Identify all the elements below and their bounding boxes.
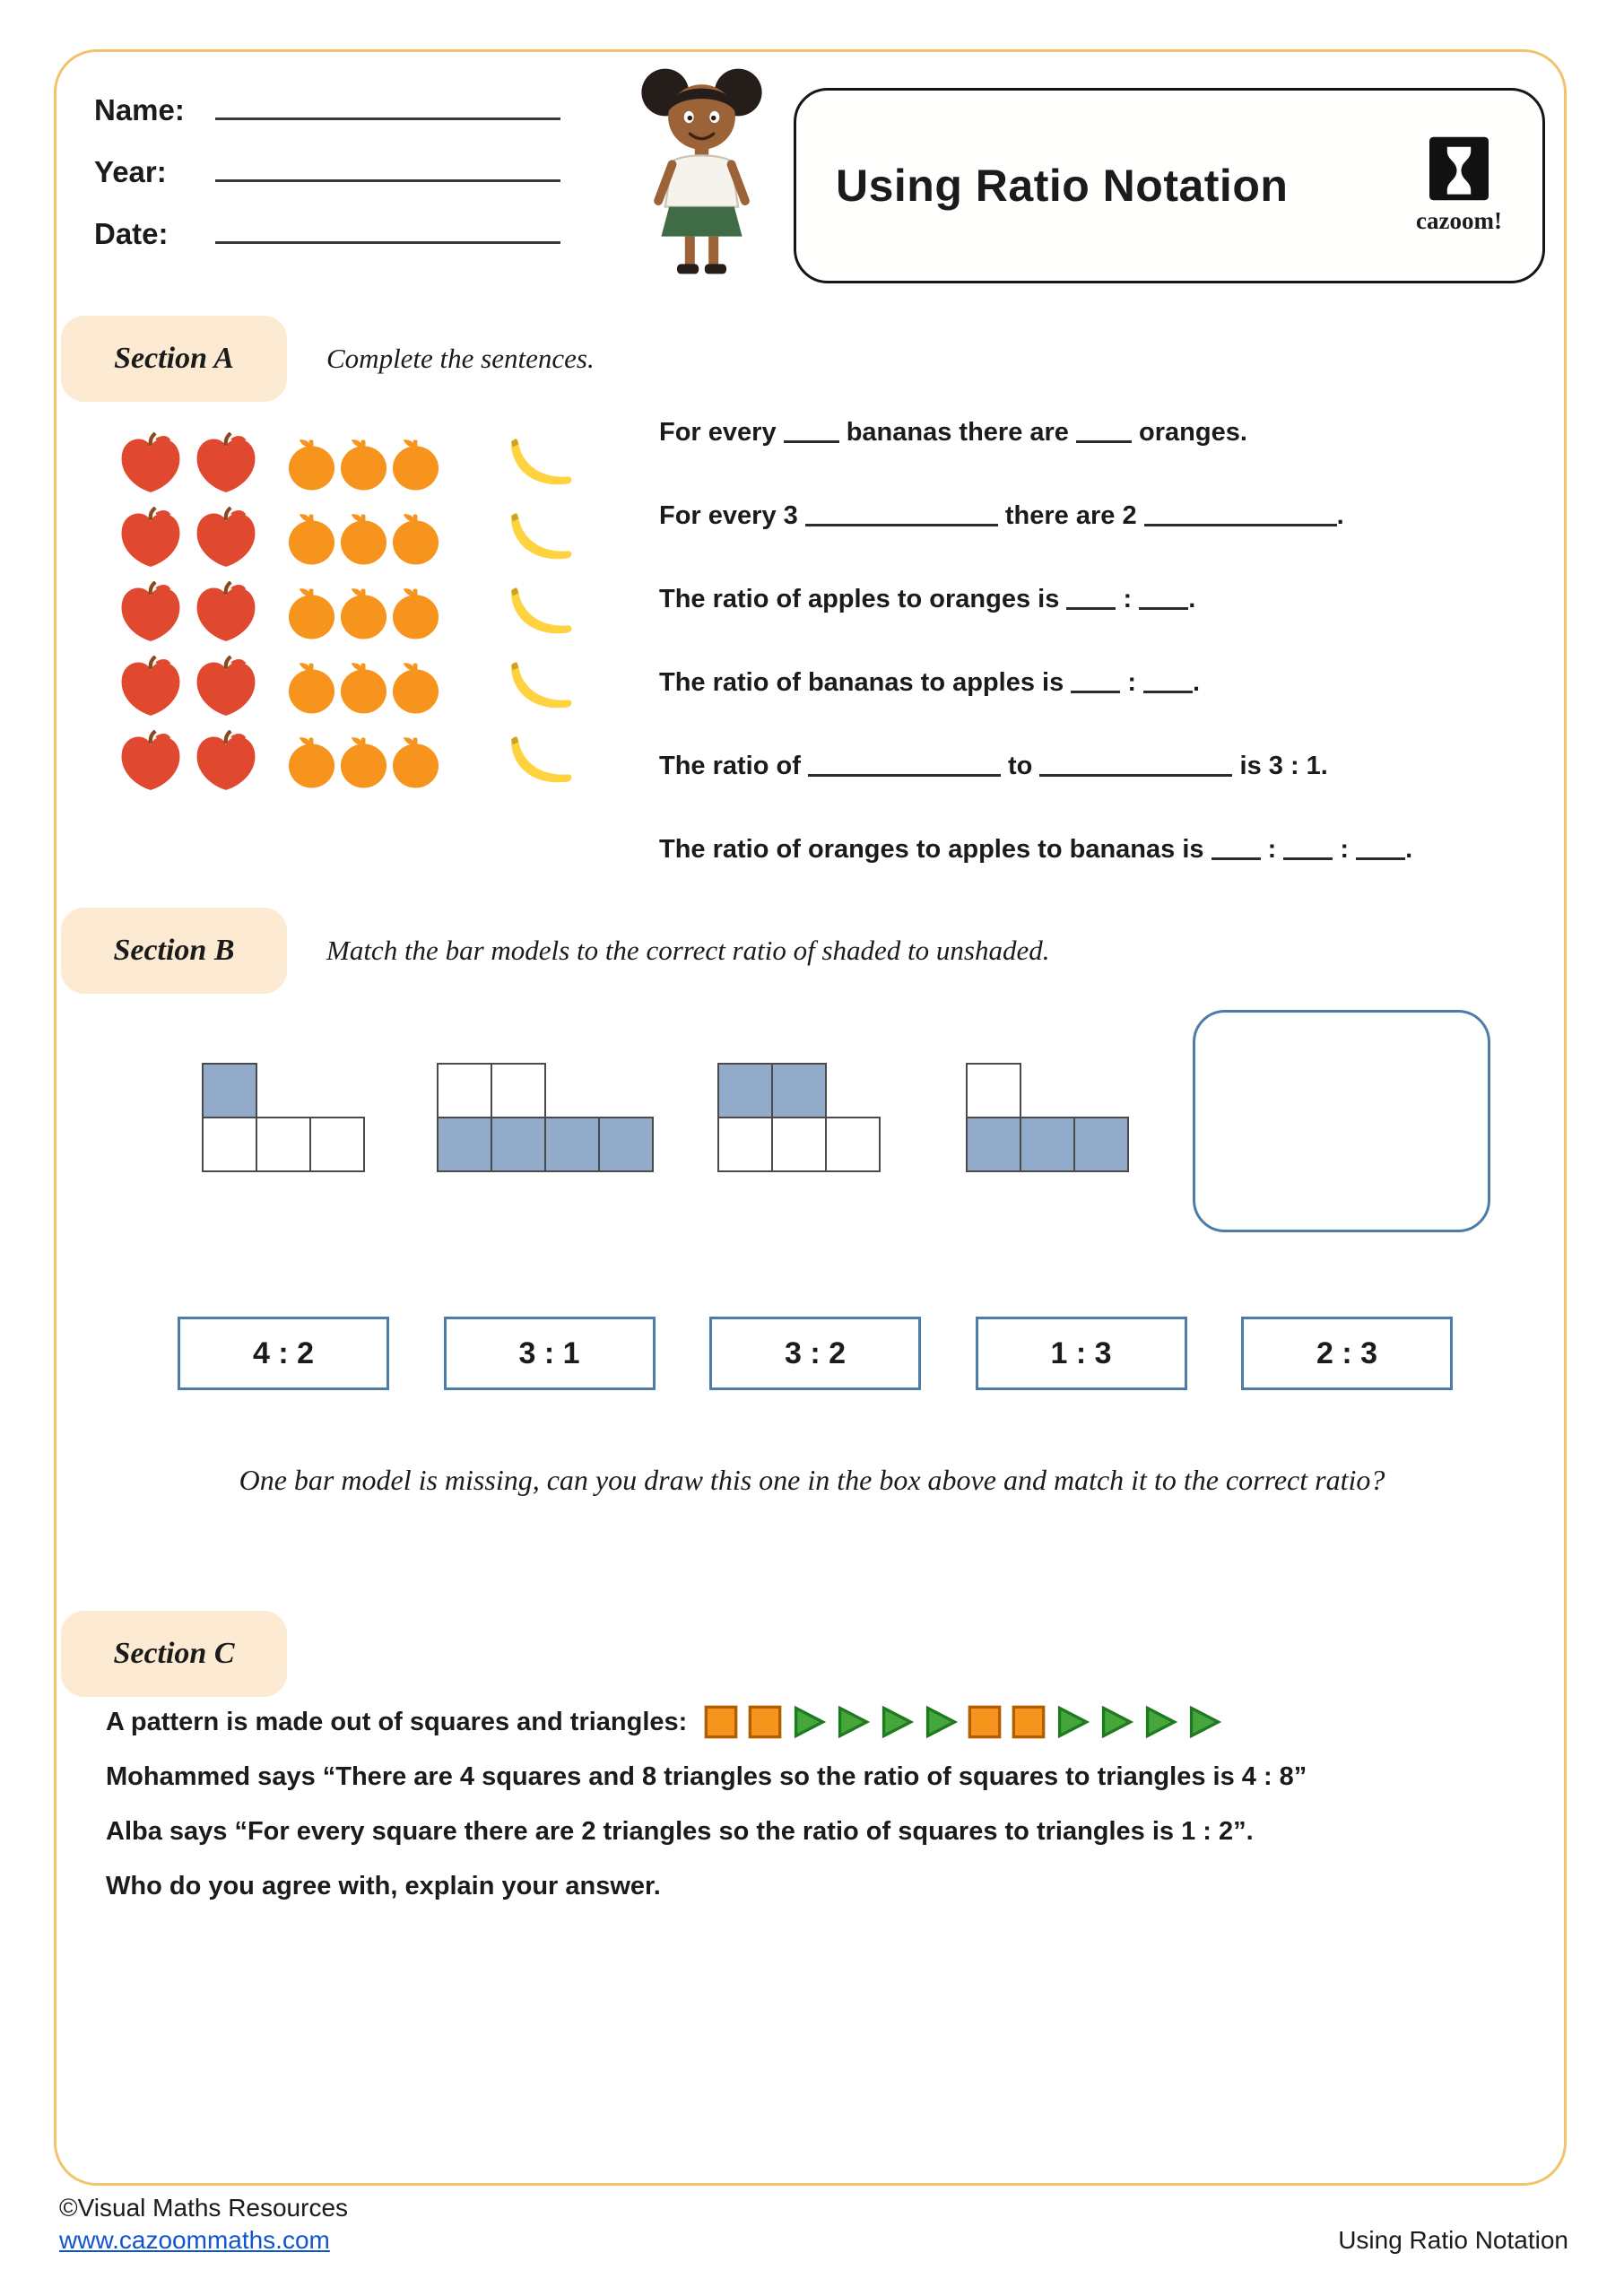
pattern-triangle-icon	[1186, 1704, 1222, 1740]
orange-icon	[287, 436, 336, 491]
statement-line: Mohammed says “There are 4 squares and 8 triangles so the ratio of squares to triangles is 4 : 8”	[106, 1762, 1307, 1791]
fruit-row	[115, 432, 578, 495]
pattern-triangle-icon	[1142, 1704, 1178, 1740]
answer-blank[interactable]	[1066, 584, 1116, 610]
banana-icon	[499, 734, 578, 789]
shaded-cell	[544, 1117, 600, 1172]
bar-model	[966, 1063, 1129, 1172]
apple-icon	[115, 507, 187, 570]
ratio-option[interactable]: 2 : 3	[1241, 1317, 1453, 1390]
sentence	[659, 414, 1538, 449]
field-write-line[interactable]	[215, 213, 560, 244]
shaded-cell	[598, 1117, 654, 1172]
orange-icon	[339, 510, 388, 566]
section-c-statements	[106, 1759, 1534, 1904]
sentence	[659, 831, 1538, 866]
sentence-text: .	[1188, 585, 1196, 613]
header-field-row	[94, 152, 560, 193]
sentence	[659, 748, 1538, 783]
orange-icon	[339, 436, 388, 491]
apple-group	[115, 432, 262, 495]
sentence-text: there are 2	[997, 501, 1144, 530]
pattern-intro-row	[106, 1704, 1534, 1740]
apple-group	[115, 507, 262, 570]
apple-icon	[115, 581, 187, 644]
answer-blank[interactable]	[1211, 834, 1261, 860]
website-link[interactable]: www.cazoommaths.com	[59, 2226, 330, 2254]
section-b-instruction: Match the bar models to the correct ratio of shaded to unshaded.	[326, 935, 1050, 966]
orange-group	[287, 585, 440, 640]
pattern-triangle-icon	[923, 1704, 959, 1740]
sentence-list	[659, 414, 1538, 915]
sentence-text: .	[1336, 501, 1344, 530]
ratio-option[interactable]: 3 : 1	[444, 1317, 656, 1390]
sentence-text: .	[1405, 835, 1413, 864]
sentence-text: to	[1000, 752, 1040, 780]
bar-model	[202, 1063, 365, 1172]
section-a-instruction: Complete the sentences.	[326, 343, 595, 374]
field-label: Year:	[94, 155, 167, 188]
student-illustration	[628, 59, 776, 283]
sentence-text: is 3 : 1.	[1232, 752, 1328, 780]
section-c-label: Section C	[61, 1611, 287, 1697]
fruit-grid	[115, 432, 578, 804]
missing-bar-model-draw-box[interactable]	[1193, 1010, 1490, 1232]
bar-model	[717, 1063, 881, 1172]
shaded-cell	[717, 1063, 773, 1118]
unshaded-cell	[717, 1117, 773, 1172]
banana-icon	[499, 659, 578, 715]
apple-icon	[190, 507, 262, 570]
pattern-triangle-icon	[835, 1704, 871, 1740]
orange-icon	[339, 659, 388, 715]
shaded-cell	[1020, 1117, 1075, 1172]
shaded-cell	[771, 1063, 827, 1118]
section-b-label: Section B	[61, 908, 287, 994]
pattern-intro-text: A pattern is made out of squares and triangles:	[106, 1708, 688, 1736]
apple-icon	[115, 432, 187, 495]
header-field-row	[94, 90, 560, 131]
unshaded-cell	[437, 1063, 492, 1118]
sentence-text: The ratio of oranges to apples to bananas is	[659, 835, 1211, 864]
fruit-row	[115, 730, 578, 793]
footer-left	[59, 2194, 348, 2255]
header-field-row	[94, 213, 560, 255]
fruit-row	[115, 656, 578, 718]
apple-group	[115, 581, 262, 644]
bar-model	[437, 1063, 654, 1172]
student-girl-icon	[628, 59, 776, 283]
answer-blank[interactable]	[1076, 417, 1132, 443]
orange-group	[287, 659, 440, 715]
sentence-text: The ratio of	[659, 752, 808, 780]
answer-blank[interactable]	[784, 417, 839, 443]
apple-icon	[115, 730, 187, 793]
apple-group	[115, 730, 262, 793]
sentence-text: The ratio of apples to oranges is	[659, 585, 1067, 613]
ratio-option[interactable]: 1 : 3	[976, 1317, 1187, 1390]
apple-icon	[190, 581, 262, 644]
orange-icon	[287, 585, 336, 640]
answer-blank[interactable]	[1139, 584, 1188, 610]
shaded-cell	[202, 1063, 257, 1118]
cazoom-logo	[1406, 136, 1512, 235]
orange-group	[287, 734, 440, 789]
orange-group	[287, 436, 440, 491]
orange-icon	[391, 510, 440, 566]
page-title: Using Ratio Notation	[836, 161, 1289, 211]
banana-group	[499, 510, 578, 566]
pattern-square-icon	[747, 1704, 783, 1740]
sentence	[659, 665, 1538, 700]
answer-blank[interactable]	[1039, 751, 1232, 777]
unshaded-cell	[256, 1117, 311, 1172]
pattern-triangle-icon	[1099, 1704, 1134, 1740]
banana-icon	[499, 585, 578, 640]
orange-icon	[391, 585, 440, 640]
bar-model-row	[717, 1063, 827, 1118]
orange-icon	[287, 510, 336, 566]
unshaded-cell	[966, 1063, 1021, 1118]
statement-line: Alba says “For every square there are 2 triangles so the ratio of squares to triangles is 1 : 2”.	[106, 1817, 1254, 1846]
banana-group	[499, 585, 578, 640]
field-write-line[interactable]	[215, 90, 560, 120]
apple-icon	[190, 656, 262, 718]
ratio-option[interactable]: 3 : 2	[709, 1317, 921, 1390]
shape-pattern	[703, 1704, 1222, 1740]
apple-group	[115, 656, 262, 718]
banana-icon	[499, 436, 578, 491]
footer-doc-title: Using Ratio Notation	[1338, 2226, 1568, 2254]
sentence-text: .	[1193, 668, 1201, 697]
section-a-label: Section A	[61, 316, 287, 402]
answer-blank[interactable]	[808, 751, 1001, 777]
ratio-option[interactable]: 4 : 2	[178, 1317, 389, 1390]
unshaded-cell	[309, 1117, 365, 1172]
fruit-row	[115, 507, 578, 570]
field-label: Date:	[94, 217, 169, 250]
answer-blank[interactable]	[1283, 834, 1333, 860]
sentence	[659, 581, 1538, 616]
orange-icon	[287, 734, 336, 789]
orange-icon	[339, 585, 388, 640]
banana-group	[499, 436, 578, 491]
apple-icon	[115, 656, 187, 718]
sentence-text: bananas there are	[838, 418, 1076, 447]
orange-icon	[391, 659, 440, 715]
sentence-text: :	[1260, 835, 1284, 864]
orange-group	[287, 510, 440, 566]
orange-icon	[287, 659, 336, 715]
unshaded-cell	[771, 1117, 827, 1172]
statement-line: Who do you agree with, explain your answer.	[106, 1872, 661, 1900]
pattern-square-icon	[703, 1704, 739, 1740]
orange-icon	[339, 734, 388, 789]
unshaded-cell	[825, 1117, 881, 1172]
title-box	[794, 88, 1545, 283]
apple-icon	[190, 432, 262, 495]
pattern-square-icon	[967, 1704, 1003, 1740]
sentence-text: :	[1120, 668, 1144, 697]
sentence	[659, 498, 1538, 533]
answer-blank[interactable]	[805, 500, 998, 526]
banana-group	[499, 659, 578, 715]
bar-model-row	[437, 1117, 654, 1172]
sentence-text: For every	[659, 418, 784, 447]
banana-icon	[499, 510, 578, 566]
sentence-text: :	[1333, 835, 1357, 864]
shaded-cell	[966, 1117, 1021, 1172]
pattern-triangle-icon	[1055, 1704, 1090, 1740]
ratio-options-row	[0, 1317, 1624, 1390]
shaded-cell	[437, 1117, 492, 1172]
sentence-text: The ratio of bananas to apples is	[659, 668, 1072, 697]
field-write-line[interactable]	[215, 152, 560, 182]
shaded-cell	[1073, 1117, 1129, 1172]
answer-blank[interactable]	[1143, 667, 1193, 693]
bar-model-row	[437, 1063, 546, 1118]
field-label: Name:	[94, 93, 185, 126]
bar-model-row	[966, 1063, 1021, 1118]
section-b-note: One bar model is missing, can you draw this one in the box above and match it to the correct ratio?	[239, 1464, 1385, 1496]
apple-icon	[190, 730, 262, 793]
answer-blank[interactable]	[1144, 500, 1337, 526]
bar-model-row	[202, 1063, 257, 1118]
pattern-triangle-icon	[791, 1704, 827, 1740]
orange-icon	[391, 734, 440, 789]
cazoom-logo-text: cazoom!	[1416, 207, 1502, 234]
sentence-text: For every 3	[659, 501, 805, 530]
answer-blank[interactable]	[1071, 667, 1120, 693]
bar-model-row	[202, 1117, 365, 1172]
banana-group	[499, 734, 578, 789]
bar-model-row	[717, 1117, 881, 1172]
cazoom-logo-icon	[1406, 136, 1512, 205]
shaded-cell	[491, 1117, 546, 1172]
pattern-square-icon	[1011, 1704, 1046, 1740]
copyright-text: ©Visual Maths Resources	[59, 2194, 349, 2222]
bar-model-row	[966, 1117, 1129, 1172]
sentence-text: :	[1116, 585, 1140, 613]
fruit-row	[115, 581, 578, 644]
section-c-content	[106, 1704, 1534, 1923]
orange-icon	[391, 436, 440, 491]
unshaded-cell	[491, 1063, 546, 1118]
unshaded-cell	[202, 1117, 257, 1172]
sentence-text: oranges.	[1131, 418, 1247, 447]
answer-blank[interactable]	[1356, 834, 1405, 860]
header-fields	[94, 90, 560, 275]
pattern-triangle-icon	[879, 1704, 915, 1740]
